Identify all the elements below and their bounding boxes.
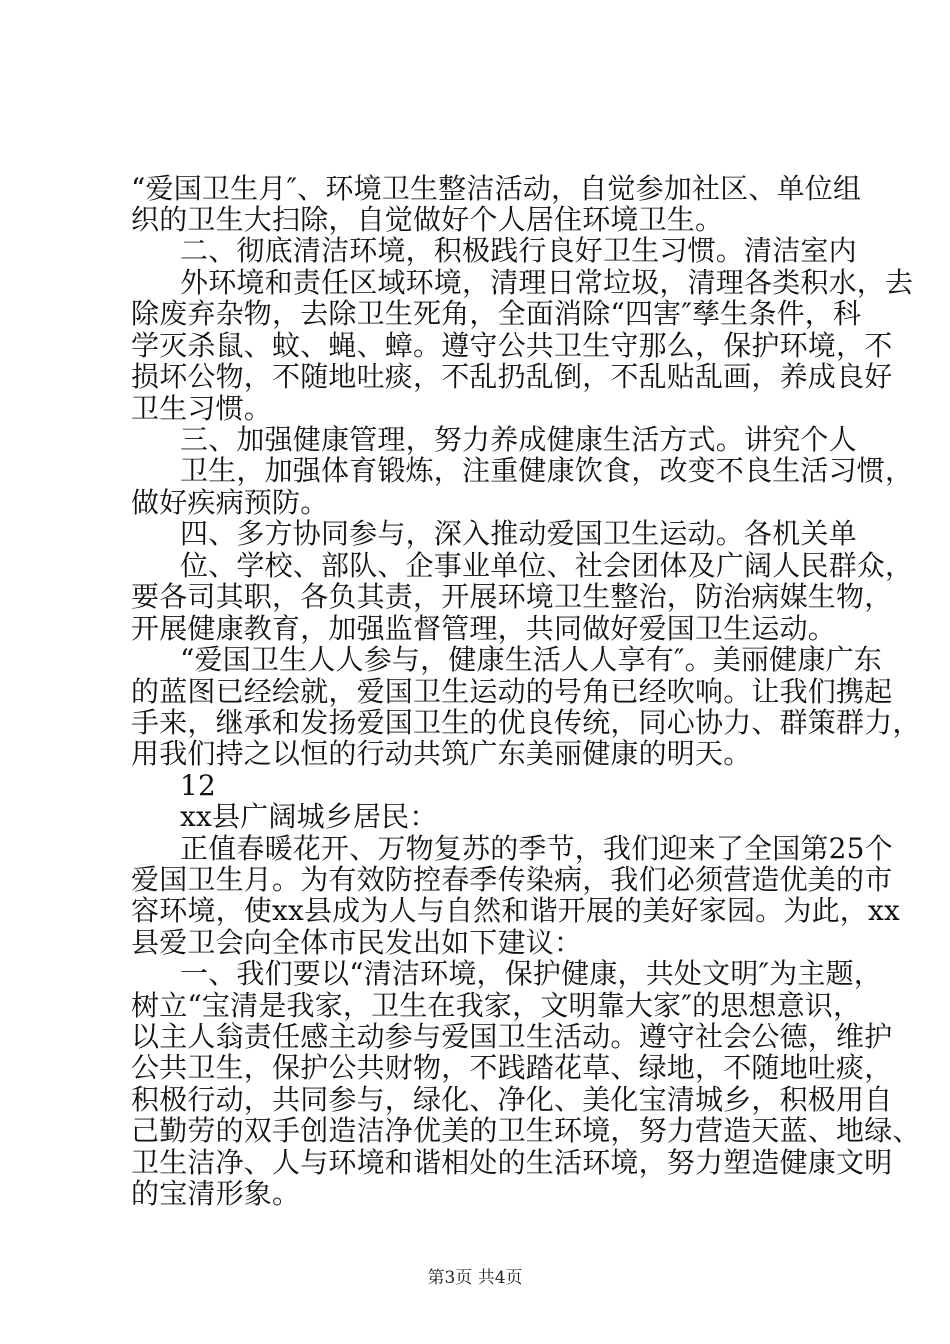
text-line: 卫生洁净、人与环境和谐相处的生活环境，努力塑造健康文明 [131, 1146, 893, 1179]
text-line: 学灭杀鼠、蚊、蝇、蟑。遵守公共卫生守那么，保护环境，不 [131, 329, 893, 362]
text-line: “爱国卫生月″、环境卫生整洁活动，自觉参加社区、单位组 [131, 172, 862, 205]
text-line: 除废弃杂物，去除卫生死角，全面消除“四害″孳生条件，科 [131, 297, 862, 330]
text-line: 公共卫生，保护公共财物，不践踏花草、绿地，不随地吐痰， [131, 1051, 893, 1084]
text-line: “爱国卫生人人参与，健康生活人人享有″。美丽健康广东 [180, 643, 882, 676]
text-line: 做好疾病预防。 [131, 486, 329, 519]
text-line: 爱国卫生月。为有效防控春季传染病，我们必须营造优美的市 [131, 863, 893, 896]
text-line: 积极行动，共同参与，绿化、净化、美化宝清城乡，积极用自 [131, 1083, 893, 1116]
text-line: 要各司其职，各负其责，开展环境卫生整治，防治病媒生物， [131, 580, 893, 613]
text-line: xx县广阔城乡居民： [180, 800, 438, 833]
text-line: 容环境，使xx县成为人与自然和谐开展的美好家园。为此，xx [131, 894, 900, 927]
page-number-footer: 第3页 共4页 [427, 1268, 523, 1288]
text-line: 的蓝图已经绘就，爱国卫生运动的号角已经吹响。让我们携起 [131, 675, 893, 708]
text-line: 四、多方协同参与，深入推动爱国卫生运动。各机关单 [180, 517, 857, 550]
text-line: 卫生习惯。 [131, 392, 273, 425]
text-line: 树立“宝清是我家，卫生在我家，文明靠大家″的思想意识， [131, 989, 862, 1022]
text-line: 的宝清形象。 [131, 1177, 301, 1210]
text-line: 二、彻底清洁环境，积极践行良好卫生习惯。清洁室内 [180, 234, 857, 267]
text-line: 用我们持之以恒的行动共筑广东美丽健康的明天。 [131, 737, 752, 770]
text-line: 手来，继承和发扬爱国卫生的优良传统，同心协力、群策群力， [131, 706, 921, 739]
text-line: 以主人翁责任感主动参与爱国卫生活动。遵守社会公德，维护 [131, 1020, 893, 1053]
text-line: 一、我们要以“清洁环境，保护健康，共处文明″为主题， [180, 957, 882, 990]
text-line: 位、学校、部队、企事业单位、社会团体及广阔人民群众， [180, 549, 914, 582]
text-line: 己勤劳的双手创造洁净优美的卫生环境，努力营造天蓝、地绿、 [131, 1114, 921, 1147]
text-line: 织的卫生大扫除，自觉做好个人居住环境卫生。 [131, 203, 724, 236]
text-line: 三、加强健康管理，努力养成健康生活方式。讲究个人 [180, 423, 857, 456]
text-line: 12 [180, 769, 217, 802]
text-line: 外环境和责任区域环境，清理日常垃圾，清理各类积水，去 [180, 266, 914, 299]
text-line: 县爱卫会向全体市民发出如下建议： [131, 926, 583, 959]
text-line: 正值春暖花开、万物复苏的季节，我们迎来了全国第25个 [180, 832, 893, 865]
text-line: 开展健康教育，加强监督管理，共同做好爱国卫生运动。 [131, 612, 837, 645]
text-line: 卫生，加强体育锻炼，注重健康饮食，改变不良生活习惯， [180, 454, 914, 487]
text-line: 损坏公物，不随地吐痰，不乱扔乱倒，不乱贴乱画，养成良好 [131, 360, 893, 393]
